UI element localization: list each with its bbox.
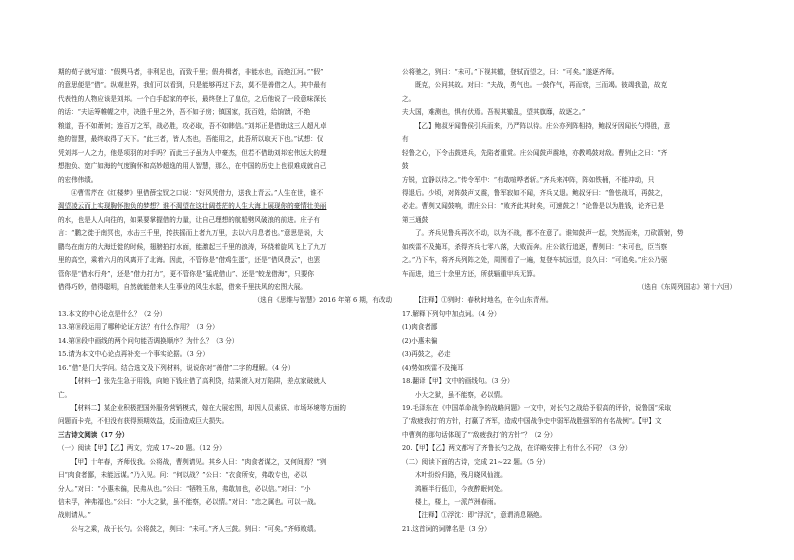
passage-line: 必走。曹刿又闻鼓响，谓庄公曰：“败齐此其时矣，可速鼓之！”论鲁是以为胜钱，论齐已是	[402, 202, 665, 211]
material-line: 亡。	[58, 390, 72, 399]
right-column	[402, 66, 738, 536]
passage-line: 【乙】鲍叔牙闻鲁侯引兵而来，乃严阵以待。庄公亦列阵相持，鲍叔牙因闻长勺得胜，意	[415, 121, 671, 130]
section-subheading: （一）阅读【甲】【乙】两文，完成 17~20 题。（12 分）	[58, 444, 226, 453]
passage-line: 鼓	[402, 162, 409, 171]
question: 15.请为本文中心论点再补充一个事实论据。（3 分）	[58, 350, 209, 359]
section-heading: 三古诗文阅读（17 分）	[58, 430, 129, 439]
question: 14.第⑩段中画线的两个问句能否调换顺序？为什么？（3 分）	[58, 336, 239, 345]
question: 21.这首词的词牌名是（3 分）	[402, 524, 491, 533]
passage-line: 公与之乘，战于长勺。公将鼓之，刿曰：“未可。”齐人三鼓。刿曰：“可矣。”齐师败绩。	[71, 524, 321, 533]
question: 13.本文的中心论点是什么？（2 分）	[58, 309, 167, 318]
text-line: 鹏鸟在南方的大海迁徙的时候，翅膀拍打水面，能激起三千里的浪涛，环绕着旋风飞上了九万	[58, 242, 327, 251]
text-line: 的宏伟伟绩。	[58, 175, 98, 184]
passage-line: 第三通鼓	[402, 215, 429, 224]
text-line: 管你是“借水行舟”，还是“借力打力”，更不管你是“猛虎借山”、还是“蛟龙借海”，只要你	[58, 269, 314, 278]
poem-line: 木叶纷纷归路，残月晓风仙渡。	[415, 471, 507, 480]
material-line: 【材料一】张先生急于用钱，向她下钱庄借了高利贷，结果滚入对万陷阱，差点家破就人	[71, 377, 327, 386]
text-line: 言：“鹏之徙于南冥也，水击三千里，抟扶摇而上者九万里，去以六月息者也。”意思是说，大	[58, 229, 324, 238]
passage-line: 曰“肉食者鄙，未能远谋。”乃入见。问：“何以战？”公曰：“衣食所安，弗敢专也，必以	[58, 471, 308, 480]
question-item: (2)小惠未徧	[402, 336, 438, 345]
passage-line: 轻鲁之心，下令击鼓进兵，先陷者重赏。庄公闻鼓声震地，亦教鸣鼓对敌。曹刿止之曰：“齐	[402, 148, 668, 157]
text-line: 期的荀子就写道：“假舆马者，非利足也，而致千里；假舟楫者，非能水也，而绝江河。”“假”	[58, 68, 324, 76]
question: 18.翻译【甲】文中的画线句。（3 分）	[402, 377, 514, 386]
passage-line: 既克，公问其故。对曰：“夫战，勇气也。一鼓作气，再而衰，三而竭。彼竭我盈，故克	[415, 81, 668, 90]
passage-line: 公将驰之，刿曰：“未可。”下视其辙，登轼而望之，曰：“可矣。”遂逐齐师。	[402, 68, 619, 76]
text-line: 想抱负、宽广如海的气度胸怀和高妙超逸的用人智慧，那么，在中国的历史上也很难成就自己	[58, 162, 327, 171]
footnote: 【注释】①浮沈：即“浮沉”，意谓消息隔绝。	[415, 511, 547, 520]
question: 16.“借”是门大学问。结合选文及下列材料，说说你对“善借”二字的理解。（4 分）	[58, 363, 295, 372]
section-subheading: （二）阅读下面的古诗，完成 21~22 题。（5 分）	[402, 457, 550, 466]
text-line: 绝的智慧，最终取得了天下。“此三者，皆人杰也，吾能用之，此吾所以取天下也。”试想：仅	[58, 135, 324, 144]
passage-line: 信未孚，神弗福也。”公曰：“小大之狱，虽不能察，必以情。”对曰：“忠之属也。可以一战。	[58, 498, 321, 506]
passage-line: 方锐，宜静以待之。”传令军中：“有敢喧哗者斩。”齐兵来冲阵，阵如铁桶，不能冲动，只	[402, 175, 655, 184]
passage-line: 有	[402, 135, 409, 144]
footnote: 【注释】①刿时：春秋时地名，在今山东青州。	[415, 296, 553, 305]
poem-line: 楼上，楼上，一派芦洲春雨。	[415, 498, 501, 506]
question-item: (1)肉食者鄙	[402, 323, 438, 332]
passage-line: 分人。”对曰：“小惠未徧，民弗从也。”公曰：“牺牲玉帛，弗敢加也，必以信。”对曰：“小	[58, 484, 311, 493]
text-line: 的话：“夫运筹帷幄之中，决胜千里之外，吾不如子房；镇国家，抚百姓，给饷馈，不绝	[58, 108, 311, 117]
question-item: (3)再鼓之，必走	[402, 350, 451, 359]
translation-sentence: 小大之狱，虽不能察，必以情。	[415, 390, 507, 399]
left-column	[58, 66, 394, 536]
passage-line: 夫大国，难测也，惧有伏焉。吾视其辙乱，望其旗靡，故逐之。”	[402, 108, 586, 117]
text-line: ④曹雪芹在《红楼梦》里借薛宝钗之口说：“好风凭借力，送我上青云。”人生在世，谁不	[71, 188, 324, 197]
passage-line: 战则请从。”	[58, 511, 91, 520]
question: 了‘敌疲我打’的方针，打赢了齐军，造成中国战争史中弱军战胜强军的有名战例”。【甲】文	[402, 417, 662, 426]
text-line: 的水，也是人人向往的，如果要掌握借的力量，让自己理想的航船劈风破浪的前进。庄子有	[58, 215, 320, 224]
poem-line: 鸿雁半行低①，今夜醉眠何处。	[415, 484, 507, 493]
passage-line: 如疾雷不及掩耳，杀得齐兵七零八落，大败而奔。庄公欲行追逐，曹刿曰：“未可也，臣当察	[402, 242, 668, 251]
material-line: 【材料二】某企业积极把国外服务营销模式，嫁在大展宏图，却因人员素质、市场环境等方面的	[71, 403, 346, 412]
question: 中曹刿的那句话体现了“‘敌疲我打’的方针”？（2 分）	[402, 430, 557, 439]
text-line: 里的高空，乘着六月的风离开了北海。因此，不管你是“借鸡生蛋”，还是“借风费云”，也罢	[58, 256, 321, 265]
text-line: 借得巧妙，借得聪明，自然就能借来人生事业的风生水起，借来千里扶风的宏图大展。	[58, 283, 307, 291]
question: 19.毛泽东在《中国革命战争的战略问题》一文中，对长勺之战给予很高的评价，说鲁国“采取	[402, 403, 672, 412]
source-citation: （选自《思维与智慧》2016 年第 6 期，有改动	[253, 296, 392, 305]
passage-line: 车而进，追三十余里方还，所获辎重甲兵无算。	[402, 269, 540, 278]
text-line: 粮道，吾不如萧何；连百万之军，战必胜，攻必取，吾不如韩信。”刘邦正是借助这三人超凡卓	[58, 121, 327, 130]
source-citation: （选自《东周列国志》第十六回）	[637, 283, 736, 291]
passage-line: 得退后。少顷，对阵鼓声又震，鲁军寂如不闻，齐兵又退。鲍叔牙曰：“鲁怯战耳，再鼓之，	[402, 188, 668, 197]
passage-line: 之。	[402, 94, 416, 103]
passage-line: 了。齐兵见鲁兵再次不动，以为不战，都不在意了。谁知鼓声一起，突然而来，刀砍箭射，势	[415, 229, 684, 238]
question: 17.解释下列句中加点词。（4 分）	[402, 309, 501, 318]
text-line: 的意思便是“借”。纵观世界，我们可以看到，只是能够再过下去，莫不是善借之人，其中最有	[58, 81, 327, 90]
question: 13.第⑩段运用了哪种论证方法？有什么作用？（3 分）	[58, 323, 219, 332]
question: 20.【甲】【乙】两文都写了齐鲁长勺之战，在详略安排上有什么不同？（3 分）	[402, 444, 632, 453]
underlined-line: 渴望凌云而上实现胸怀抱负的梦想？谁不渴望在这壮阔苍茫的人生大海上展现你的豪情壮美丽	[58, 202, 327, 211]
passage-line: 之。”乃下车，将齐兵列阵之处，周围看了一遍，复登车轼远望，良久曰：“可追矣。”庄公乃驱	[402, 256, 668, 265]
question-item: (4)势如疾雷不及掩耳	[402, 363, 464, 372]
passage-line: 【甲】十年春，齐师伐我。公将战，曹刿请见。其乡人曰：“肉食者谋之，又何间焉？”刿	[71, 457, 327, 466]
text-line: 凭刘邦一人之力，他是项羽的对手吗？而此三子虽为人中豪杰，但若不借助刘邦宏伟远大的理	[58, 148, 327, 157]
text-line: 代表性的人物应该是刘邦。一个白手起家的亭长，最终登上了皇位，之后他说了一段意味深长	[58, 94, 327, 103]
material-line: 问题而卡壳，不但没有获得预期效益，反而造成巨大损失。	[58, 417, 229, 426]
